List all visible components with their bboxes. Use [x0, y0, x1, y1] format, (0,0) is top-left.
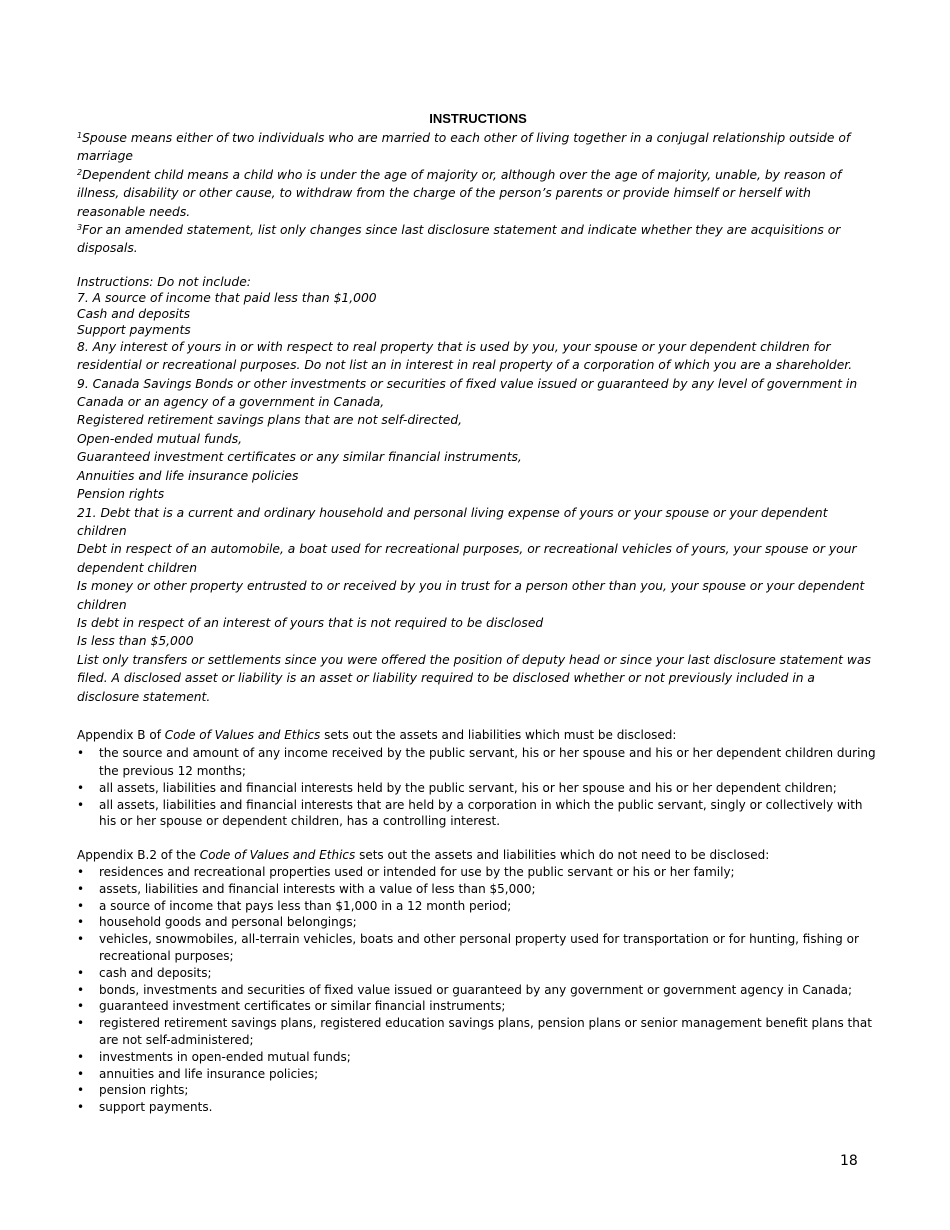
- list-item: • all assets, liabilities and financial interests held by the public servant, his or her spouse and his or her dependent children;: [77, 780, 837, 795]
- list-item: • investments in open-ended mutual funds;: [77, 1049, 351, 1064]
- list-item: • support payments.: [77, 1100, 213, 1115]
- list-item: • the source and amount of any income received by the public servant, his or her spouse and his or her dependent children during the previous 12 months;: [77, 745, 876, 778]
- list-item: • cash and deposits;: [77, 965, 212, 980]
- footnote-amended-statement: $^3$For an amended statement, list only changes since last disclosure statement and indicate whether they are acquisitions or disposals.: [77, 223, 841, 256]
- appendix-b-intro: Appendix B of Code of Values and Ethics sets out the assets and liabilities which must be disclosed:: [77, 727, 677, 742]
- dni-line: 9. Canada Savings Bonds or other investments or securities of fixed value issued or guaranteed by any level of government in Canada or an agency of a government in Canada,: [77, 376, 858, 410]
- dni-line: Support payments: [77, 322, 191, 337]
- dni-line: 7. A source of income that paid less than $1,000: [77, 290, 377, 305]
- footnote-spouse: $^1$Spouse means either of two individuals who are married to each other of living together in a conjugal relationship outside of marriage: [77, 131, 851, 164]
- dni-line: Cash and deposits: [77, 306, 191, 321]
- document-page: [77, 110, 879, 1116]
- dni-line: Is money or other property entrusted to or received by you in trust for a person other than you, your spouse or your dependent children: [77, 579, 865, 612]
- appendix-b2-section: [77, 846, 879, 1116]
- dni-line: 8. Any interest of yours in or with respect to real property that is used by you, your spouse or your dependent children for residential or recreational purposes. Do not list an in interest in real property of a corporation of which you are a shareholder.: [77, 339, 853, 373]
- page-number: 18: [840, 1153, 858, 1169]
- dni-line: 21. Debt that is a current and ordinary household and personal living expense of yours or your spouse or your dependent children: [77, 505, 828, 538]
- dni-line: Is less than $5,000: [77, 634, 194, 649]
- dni-line: Registered retirement savings plans that are not self-directed,: [77, 413, 463, 428]
- footnote-dependent-child: $^2$Dependent child means a child who is under the age of majority or, although over the age of majority, unable, by reason of illness, disability or other cause, to withdraw from the charge of the person’s parents or provide himself or herself with reasonable needs.: [77, 167, 842, 219]
- dni-line: Open-ended mutual funds,: [77, 431, 243, 446]
- dni-line: Debt in respect of an automobile, a boat used for recreational purposes, or recreational vehicles of yours, your spouse or your dependent children: [77, 542, 857, 575]
- page-title: INSTRUCTIONS: [429, 111, 527, 126]
- list-item: • residences and recreational properties used or intended for use by the public servant or his or her family;: [77, 864, 735, 879]
- list-item: • vehicles, snowmobiles, all-terrain vehicles, boats and other personal property used for transportation or for hunting, fishing or recreational purposes;: [77, 932, 859, 963]
- dni-line: Pension rights: [77, 487, 165, 502]
- appendix-b-section: [77, 726, 879, 829]
- dni-line: Annuities and life insurance policies: [77, 468, 299, 483]
- list-item: • assets, liabilities and financial interests with a value of less than $5,000;: [77, 881, 536, 896]
- dni-line: Guaranteed investment certificates or any similar financial instruments,: [77, 450, 522, 465]
- footnotes: [77, 129, 879, 258]
- list-item: • registered retirement savings plans, registered education savings plans, pension plans or senior management benefit plans that are not self-administered;: [77, 1016, 872, 1047]
- list-item: • annuities and life insurance policies;: [77, 1066, 319, 1081]
- do-not-include-heading: Instructions: Do not include:: [77, 274, 251, 289]
- list-item: • household goods and personal belongings;: [77, 915, 357, 930]
- list-item: • pension rights;: [77, 1083, 189, 1098]
- list-item: • a source of income that pays less than $1,000 in a 12 month period;: [77, 898, 512, 913]
- list-item: • bonds, investments and securities of fixed value issued or guaranteed by any government or government agency in Canada;: [77, 982, 853, 997]
- list-item: • all assets, liabilities and financial interests that are held by a corporation in which the public servant, singly or collectively with his or her spouse or dependent children, has a controlling interest.: [77, 797, 863, 828]
- list-item: • guaranteed investment certificates or similar financial instruments;: [77, 999, 506, 1014]
- dni-line: Is debt in respect of an interest of yours that is not required to be disclosed: [77, 615, 544, 630]
- dni-line: List only transfers or settlements since you were offered the position of deputy head or since your last disclosure statement was filed. A disclosed asset or liability is an asset or liability required to be disclosed whether or not previously included in a disclosure statement.: [77, 652, 871, 704]
- do-not-include-section: [77, 274, 879, 706]
- appendix-b2-intro: Appendix B.2 of the Code of Values and Ethics sets out the assets and liabilities which do not need to be disclosed:: [77, 847, 770, 862]
